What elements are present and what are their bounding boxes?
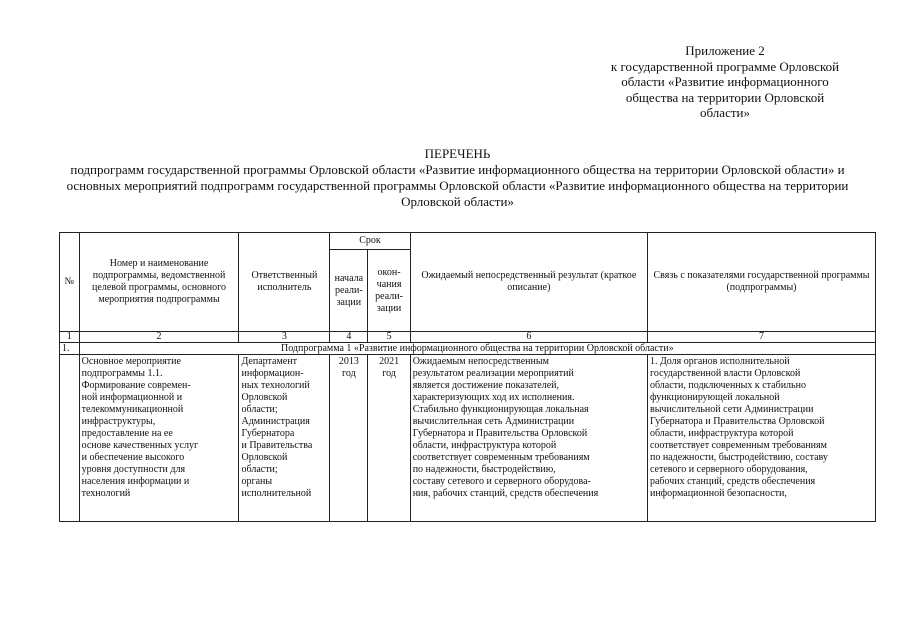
- appendix-line-4: общества на территории Орловской: [625, 89, 825, 105]
- header-responsible: Ответственный исполнитель: [239, 233, 330, 332]
- row-name-cell: Основное мероприятие подпрограммы 1.1. Формирование современ- ной информационной и телекоммуникационной инфраструктуры, предоставление на ее основе качественных услуг и обеспечение высокого уровня доступности для населения информации и технологий: [79, 355, 239, 522]
- column-number: 7: [647, 332, 875, 343]
- column-number: 5: [368, 332, 410, 343]
- row-start-cell: 2013 год: [330, 355, 368, 522]
- header-term: Срок: [330, 233, 410, 250]
- appendix-line-3: области «Развитие информационного: [621, 74, 829, 89]
- header-start: начала реали-зации: [330, 250, 368, 332]
- document-title: [55, 146, 860, 210]
- appendix-line-2: к государственной программе Орловской: [610, 58, 840, 74]
- row-no-cell: [60, 355, 80, 522]
- appendix-line-5: области»: [700, 105, 750, 120]
- column-number: 2: [79, 332, 239, 343]
- column-number: 3: [239, 332, 330, 343]
- table-header-row-1: [60, 233, 876, 250]
- subprogram-number: 1.: [60, 343, 80, 355]
- subprogram-table: [59, 232, 876, 522]
- column-number-row: [60, 332, 876, 343]
- appendix-line-1: Приложение 2: [685, 43, 765, 58]
- column-number: 6: [410, 332, 647, 343]
- header-name: Номер и наименование подпрограммы, ведомственной целевой программы, основного мероприятия подпрограммы: [79, 233, 239, 332]
- subprogram-row: [60, 343, 876, 355]
- row-end-cell: 2021 год: [368, 355, 410, 522]
- header-end: окон-чания реали-зации: [368, 250, 410, 332]
- appendix-caption: [585, 43, 865, 121]
- column-number: 1: [60, 332, 80, 343]
- row-expected-cell: Ожидаемым непосредственным результатом реализации мероприятий является достижение показателей, характеризующих ход их исполнения. Стабильно функционирующая локальная вычислительная сеть Администрации Губернатора и Правительства Орловской области, инфраструктура которой соответствует современным требованиям по надежности, быстродействию, составу сетевого и серверного оборудова- ния, рабочих станций, средств обеспечения: [410, 355, 647, 522]
- header-link: Связь с показателями государственной программы (подпрограммы): [647, 233, 875, 332]
- row-responsible-cell: Департамент информацион- ных технологий Орловской области; Администрация Губернатора и Правительства Орловской области; органы исполнительной: [239, 355, 330, 522]
- subprogram-title: Подпрограмма 1 «Развитие информационного общества на территории Орловской области»: [79, 343, 875, 355]
- header-no: №: [60, 233, 80, 332]
- table-row: [60, 355, 876, 522]
- column-number: 4: [330, 332, 368, 343]
- row-link-cell: 1. Доля органов исполнительной государственной власти Орловской области, подключенных к стабильно функционирующей локальной вычислительной сети Администрации Губернатора и Правительства Орловской области, инфраструктура которой соответствует современным требованиям по надежности, быстродействию, составу сетевого и серверного оборудования, рабочих станций, средств обеспечения информационной безопасности,: [647, 355, 875, 522]
- title-subtitle: подпрограмм государственной программы Орловской области «Развитие информационного общества на территории Орловской области» и основных мероприятий подпрограмм государственной программы Орловской области «Развитие информационного общества на территории Орловской области»: [66, 162, 849, 209]
- header-expected: Ожидаемый непосредственный результат (краткое описание): [410, 233, 647, 332]
- title-heading: ПЕРЕЧЕНЬ: [424, 146, 491, 161]
